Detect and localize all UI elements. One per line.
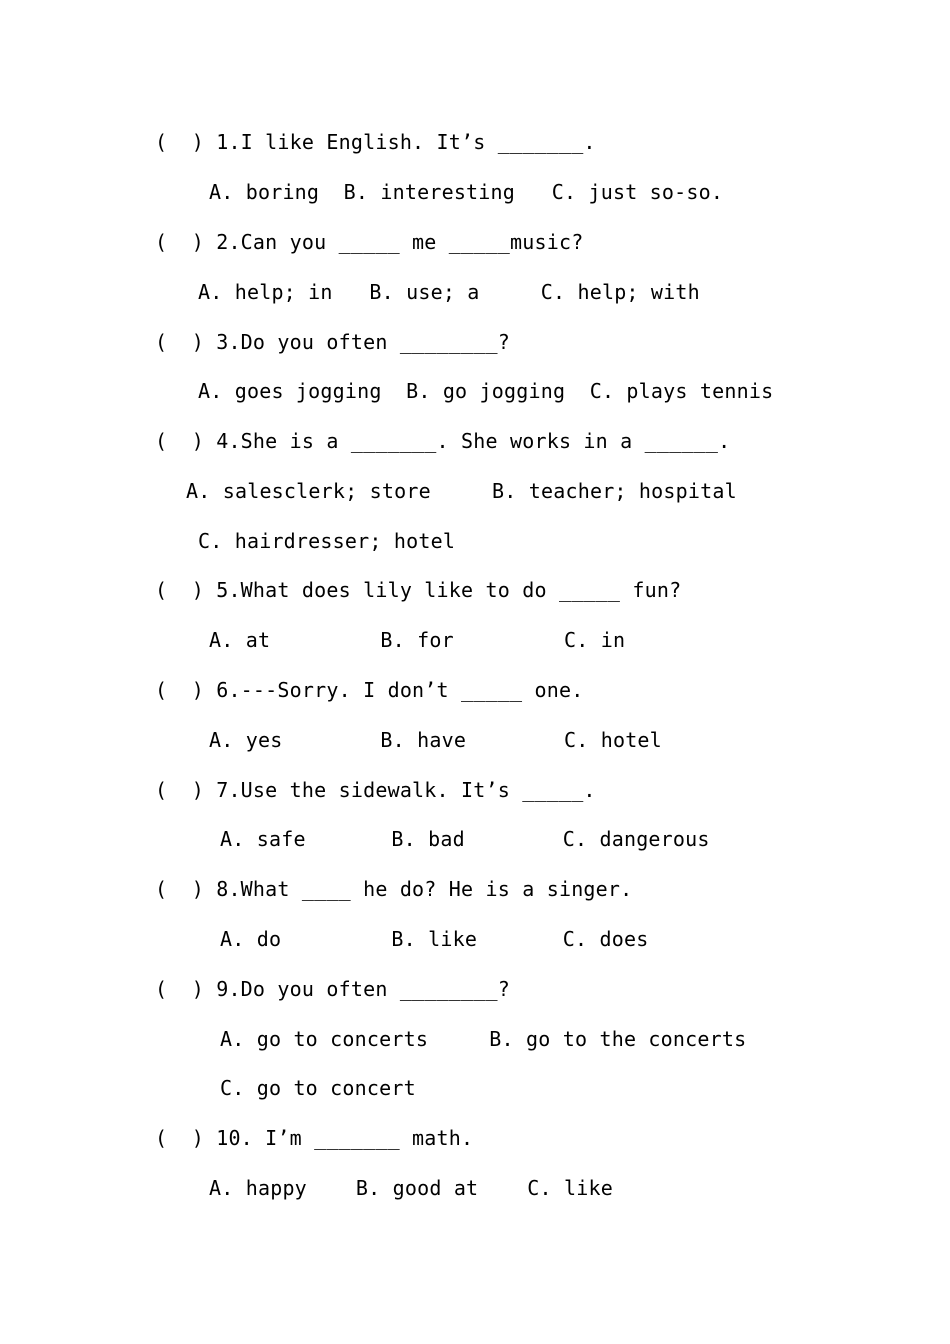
- question-1-options: A. boring B. interesting C. just so-so.: [209, 180, 724, 204]
- question-2: ( ) 2.Can you _____ me _____music?: [155, 230, 584, 254]
- question-9-options-ab: A. go to concerts B. go to the concerts: [220, 1027, 747, 1051]
- question-6: ( ) 6.---Sorry. I don’t _____ one.: [155, 678, 584, 702]
- question-4-options-ab: A. salesclerk; store B. teacher; hospital: [186, 479, 737, 503]
- question-4-option-c: C. hairdresser; hotel: [198, 529, 456, 553]
- question-5-options: A. at B. for C. in: [209, 628, 626, 652]
- question-5: ( ) 5.What does lily like to do _____ fun?: [155, 578, 682, 602]
- question-8: ( ) 8.What ____ he do? He is a singer.: [155, 877, 633, 901]
- question-10: ( ) 10. I’m _______ math.: [155, 1126, 474, 1150]
- question-1: ( ) 1.I like English. It’s _______.: [155, 130, 596, 154]
- question-7: ( ) 7.Use the sidewalk. It’s _____.: [155, 778, 596, 802]
- question-10-options: A. happy B. good at C. like: [209, 1176, 613, 1200]
- question-3-options: A. goes jogging B. go jogging C. plays tennis: [198, 379, 774, 403]
- question-9: ( ) 9.Do you often ________?: [155, 977, 510, 1001]
- question-7-options: A. safe B. bad C. dangerous: [220, 827, 710, 851]
- question-9-option-c: C. go to concert: [220, 1076, 416, 1100]
- question-6-options: A. yes B. have C. hotel: [209, 728, 662, 752]
- question-2-options: A. help; in B. use; a C. help; with: [198, 280, 700, 304]
- question-8-options: A. do B. like C. does: [220, 927, 649, 951]
- question-3: ( ) 3.Do you often ________?: [155, 330, 510, 354]
- question-4: ( ) 4.She is a _______. She works in a ______.: [155, 429, 731, 453]
